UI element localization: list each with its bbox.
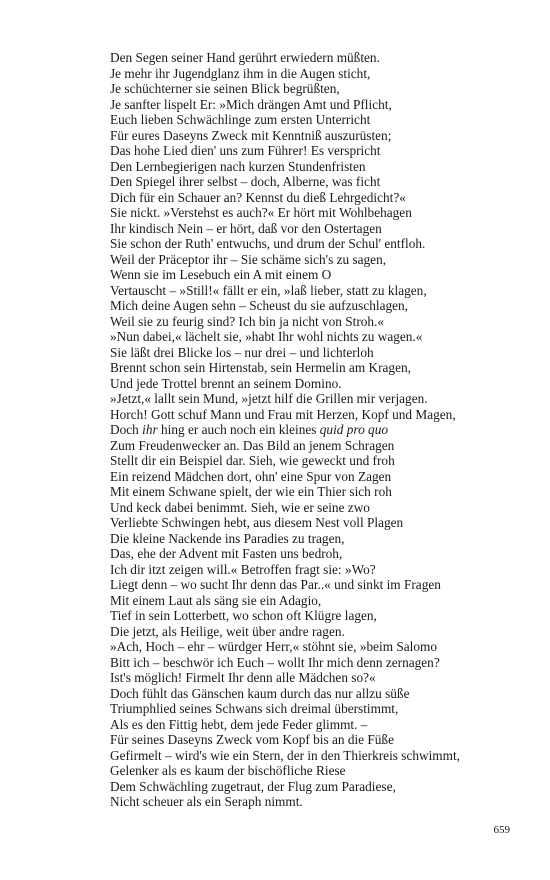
italic-phrase: ihr (142, 422, 158, 437)
poem-line: Nicht scheuer als ein Seraph nimmt. (110, 794, 303, 809)
poem-line: Für seines Daseyns Zweck vom Kopf bis an die Füße (110, 732, 394, 747)
poem-line: Mich deine Augen sehn – Scheust du sie aufzuschlagen, (110, 298, 408, 313)
poem-line: Ihr kindisch Nein – er hört, daß vor den Ostertagen (110, 220, 382, 236)
poem-line: »Nun dabei,« lächelt sie, »habt Ihr wohl nichts zu wagen.« (110, 329, 423, 344)
poem-line: Sie nickt. »Verstehst es auch?« Er hört mit Wohlbehagen (110, 205, 412, 220)
poem-line: Mit einem Laut als säng sie ein Adagio, (110, 592, 322, 608)
poem-line: Brennt schon sein Hirtenstab, sein Hermelin am Kragen, (110, 360, 411, 375)
poem-line: Die jetzt, als Heilige, weit über andre ragen. (110, 623, 345, 639)
line-segment: Doch (110, 422, 143, 437)
poem-line: Den Lernbegierigen nach kurzen Stundenfristen (110, 158, 366, 174)
poem-line: Wenn sie im Lesebuch ein A mit einem O (110, 267, 332, 282)
poem-line: Und jede Trottel brennt an seinem Domino. (110, 375, 342, 391)
poem-line: Triumphlied seines Schwans sich dreimal überstimmt, (110, 701, 399, 716)
poem-line: Stellt dir ein Beispiel dar. Sieh, wie geweckt und froh (110, 453, 395, 468)
poem-line: Mit einem Schwane spielt, der wie ein Thier sich roh (110, 484, 392, 499)
poem-line: »Jetzt,« lallt sein Mund, »jetzt hilf die Grillen mir verjagen. (110, 391, 428, 406)
poem-line: Den Spiegel ihrer selbst – doch, Alberne, was ficht (110, 174, 381, 189)
poem-line: Vertauscht – »Still!« fällt er ein, »laß lieber, statt zu klagen, (110, 282, 427, 298)
poem-line: Euch lieben Schwächlinge zum ersten Unterricht (110, 112, 371, 127)
poem-line: Ist's möglich! Firmelt Ihr denn alle Mädchen so?« (110, 670, 376, 685)
poem-line: Das hohe Lied dien' uns zum Führer! Es verspricht (110, 143, 381, 158)
poem-line: Weil der Präceptor ihr – Sie schäme sich's zu sagen, (110, 251, 387, 267)
page-number: 659 (493, 824, 510, 836)
poem-line: Weil sie zu feurig sind? Ich bin ja nicht von Stroh.« (110, 313, 385, 329)
poem-line: Als es den Fittig hebt, dem jede Feder glimmt. – (110, 716, 368, 732)
poem-line: Den Segen seiner Hand gerührt erwiedern müßten. (110, 50, 380, 65)
poem-line: Für eures Daseyns Zweck mit Kenntniß auszurüsten; (110, 127, 392, 143)
poem-line: Sie läßt drei Blicke los – nur drei – und lichterloh (110, 344, 374, 360)
poem-line: Dich für ein Schauer an? Kennst du dieß Lehrgedicht?« (110, 189, 406, 205)
poem-line: Dem Schwächling zugetraut, der Flug zum Paradiese, (110, 778, 396, 794)
italic-phrase: quid pro quo (319, 422, 388, 437)
poem-line: »Ach, Hoch – ehr – würdger Herr,« stöhnt sie, »beim Salomo (110, 639, 438, 654)
poem-line (110, 422, 530, 438)
poem-line: Liegt denn – wo sucht Ihr denn das Par..« und sinkt im Fragen (110, 577, 441, 592)
poem-line: Horch! Gott schuf Mann und Frau mit Herzen, Kopf und Magen, (110, 406, 456, 422)
poem-line: Bitt ich – beschwör ich Euch – wollt Ihr mich denn zernagen? (110, 654, 440, 670)
poem-line: Die kleine Nackende ins Paradies zu tragen, (110, 530, 345, 546)
poem-line: Ich dir itzt zeigen will.« Betroffen fragt sie: »Wo? (110, 561, 376, 577)
poem-line: Und keck dabei benimmt. Sieh, wie er seine zwo (110, 499, 370, 515)
poem-line: Das, ehe der Advent mit Fasten uns bedroh, (110, 546, 343, 561)
poem-line: Je schüchterner sie seinen Blick begrüßten, (110, 81, 340, 96)
poem-line: Sie schon der Ruth' entwuchs, und drum der Schul' entfloh. (110, 236, 426, 251)
poem-line: Gelenker als es kaum der bischöfliche Riese (110, 763, 346, 778)
poem-line: Gefirmelt – wird's wie ein Stern, der in den Thierkreis schwimmt, (110, 747, 461, 763)
poem-line: Ein reizend Mädchen dort, ohn' eine Spur von Zagen (110, 468, 392, 484)
poem-line: Zum Freudenwecker an. Das Bild an jenem Schragen (110, 437, 395, 453)
poem-line: Tief in sein Lotterbett, wo schon oft Klügre lagen, (110, 608, 377, 623)
poem-line: Je sanfter lispelt Er: »Mich drängen Amt und Pflicht, (110, 96, 392, 112)
poem-line: Verliebte Schwingen hebt, aus diesem Nest voll Plagen (110, 515, 404, 530)
poem-line: Je mehr ihr Jugendglanz ihm in die Augen sticht, (110, 65, 371, 81)
line-segment: hing er auch noch ein kleines (157, 422, 320, 437)
poem-text-block (110, 50, 530, 810)
poem-line: Doch fühlt das Gänschen kaum durch das nur allzu süße (110, 685, 410, 701)
